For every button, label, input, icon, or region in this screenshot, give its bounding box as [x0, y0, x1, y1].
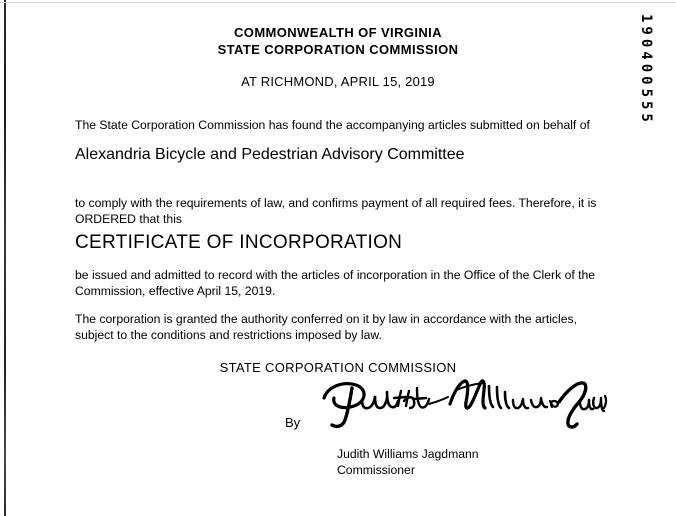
paragraph-compliance: to comply with the requirements of law, and confirms payment of all required fees. Therefore, it is ORDERED that this — [75, 196, 597, 226]
scan-edge-artifact-top — [0, 2, 676, 3]
header-commonwealth: COMMONWEALTH OF VIRGINIA — [234, 25, 442, 40]
certificate-title: CERTIFICATE OF INCORPORATION — [75, 232, 403, 253]
place-and-date: AT RICHMOND, APRIL 15, 2019 — [241, 74, 435, 89]
signer-title: Commissioner — [337, 463, 415, 477]
paragraph-granted: The corporation is granted the authority conferred on it by law in accordance with the articles, subject to the conditions and restrictions imposed by law. — [75, 312, 577, 342]
signer-block — [337, 446, 479, 478]
signing-authority: STATE CORPORATION COMMISSION — [219, 360, 457, 375]
handwritten-signature — [318, 378, 608, 430]
control-number: 190400555 — [638, 14, 654, 126]
document-header — [0, 24, 676, 58]
signer-name: Judith Williams Jagdmann — [337, 447, 479, 461]
header-commission: STATE CORPORATION COMMISSION — [217, 42, 459, 57]
paragraph-intro: The State Corporation Commission has found the accompanying articles submitted on behalf of — [75, 118, 590, 132]
paragraph-issued: be issued and admitted to record with the articles of incorporation in the Office of the Clerk of the Commission, effective April 15, 2019. — [75, 268, 596, 298]
entity-name: Alexandria Bicycle and Pedestrian Advisory Committee — [75, 146, 465, 163]
by-label: By — [285, 415, 301, 430]
